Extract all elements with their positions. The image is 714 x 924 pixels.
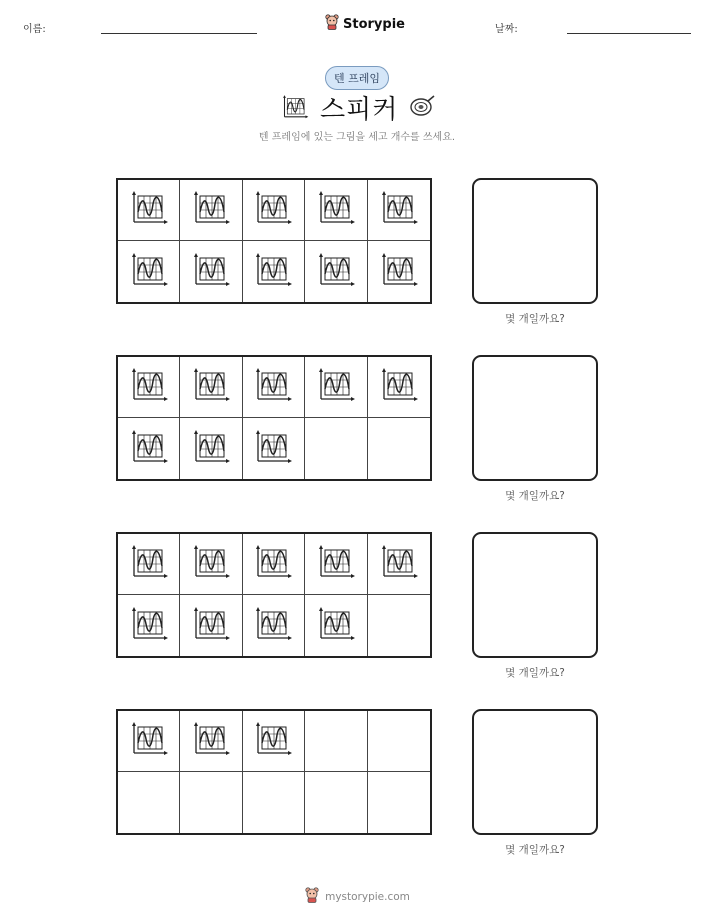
ten-frame-cell	[305, 180, 367, 241]
date-label: 날짜:	[495, 24, 518, 35]
question-label: 몇 개일까요?	[505, 667, 565, 679]
ten-frame-cell	[118, 418, 180, 479]
ten-frame-cell	[305, 357, 367, 418]
graph-sticker-icon	[379, 544, 419, 584]
ten-frame-cell	[180, 241, 242, 302]
ten-frame-cell	[305, 711, 367, 772]
ten-frame-cell	[243, 711, 305, 772]
graph-sticker-icon	[379, 190, 419, 230]
graph-sticker-icon	[129, 190, 169, 230]
graph-sticker-icon	[316, 252, 356, 292]
ten-frame-cell	[368, 595, 430, 656]
ten-frame-cell	[368, 418, 430, 479]
ten-frame-cell	[118, 534, 180, 595]
ten-frame-cell	[118, 180, 180, 241]
ten-frame-cell	[180, 418, 242, 479]
graph-sticker-icon	[253, 252, 293, 292]
ten-frame-cell	[243, 534, 305, 595]
ten-frame	[116, 178, 432, 304]
answer-box[interactable]	[472, 355, 598, 481]
date-line[interactable]	[567, 33, 691, 34]
ten-frame	[116, 709, 432, 835]
ten-frame-cell	[180, 534, 242, 595]
ten-frame-cell	[243, 772, 305, 833]
answer-box[interactable]	[472, 709, 598, 835]
page-title: 스피커	[320, 95, 399, 125]
question-label: 몇 개일까요?	[505, 490, 565, 502]
ten-frame-cell	[118, 711, 180, 772]
graph-sticker-icon	[253, 544, 293, 584]
graph-sticker-icon	[191, 252, 231, 292]
graph-sticker-icon	[316, 190, 356, 230]
graph-sticker-icon	[191, 429, 231, 469]
answer-box[interactable]	[472, 532, 598, 658]
name-line[interactable]	[101, 33, 257, 34]
name-label: 이름:	[23, 24, 46, 35]
ten-frame-cell	[118, 772, 180, 833]
graph-sticker-icon	[129, 252, 169, 292]
graph-sticker-icon	[253, 606, 293, 646]
topic-badge: 텐 프레임	[325, 66, 389, 90]
graph-sticker-icon	[129, 721, 169, 761]
graph-sticker-icon	[191, 544, 231, 584]
ten-frame	[116, 532, 432, 658]
graph-sticker-icon	[253, 190, 293, 230]
graph-sticker-icon	[129, 367, 169, 407]
ten-frame-cell	[368, 534, 430, 595]
ten-frame-cell	[180, 357, 242, 418]
speaker-icon	[406, 94, 436, 122]
graph-sticker-icon	[253, 429, 293, 469]
brand-logo	[325, 14, 405, 34]
ten-frame-cell	[243, 357, 305, 418]
ten-frame-cell	[368, 357, 430, 418]
graph-sticker-icon	[191, 367, 231, 407]
graph-sticker-icon	[253, 367, 293, 407]
ten-frame-cell	[243, 595, 305, 656]
ten-frame-cell	[118, 241, 180, 302]
ten-frame-cell	[368, 772, 430, 833]
footer	[0, 887, 714, 906]
ten-frame-cell	[243, 180, 305, 241]
ten-frame-cell	[243, 418, 305, 479]
graph-sticker-icon	[191, 721, 231, 761]
brand-name: Storypie	[343, 16, 405, 32]
bear-mascot-icon	[325, 14, 339, 34]
graph-sticker-icon	[191, 190, 231, 230]
ten-frame-cell	[305, 241, 367, 302]
graph-sticker-icon	[129, 429, 169, 469]
ten-frame-cell	[305, 772, 367, 833]
graph-icon	[281, 94, 309, 124]
ten-frame-cell	[180, 711, 242, 772]
ten-frame-cell	[305, 534, 367, 595]
ten-frame-cell	[243, 241, 305, 302]
ten-frame-cell	[368, 241, 430, 302]
graph-sticker-icon	[316, 544, 356, 584]
ten-frame-cell	[368, 180, 430, 241]
ten-frame-cell	[118, 595, 180, 656]
graph-sticker-icon	[129, 606, 169, 646]
answer-box[interactable]	[472, 178, 598, 304]
ten-frame-cell	[180, 180, 242, 241]
graph-sticker-icon	[379, 252, 419, 292]
ten-frame-cell	[180, 772, 242, 833]
graph-sticker-icon	[316, 606, 356, 646]
bear-mascot-icon	[304, 887, 320, 906]
ten-frame-cell	[305, 595, 367, 656]
ten-frame-cell	[180, 595, 242, 656]
ten-frame	[116, 355, 432, 481]
graph-sticker-icon	[191, 606, 231, 646]
graph-sticker-icon	[316, 367, 356, 407]
ten-frame-cell	[118, 357, 180, 418]
graph-sticker-icon	[379, 367, 419, 407]
question-label: 몇 개일까요?	[505, 313, 565, 325]
ten-frame-cell	[305, 418, 367, 479]
question-label: 몇 개일까요?	[505, 844, 565, 856]
instructions: 텐 프레임에 있는 그림을 세고 개수를 쓰세요.	[258, 132, 456, 143]
graph-sticker-icon	[129, 544, 169, 584]
ten-frame-cell	[368, 711, 430, 772]
footer-url[interactable]: mystorypie.com	[325, 890, 410, 903]
graph-sticker-icon	[253, 721, 293, 761]
